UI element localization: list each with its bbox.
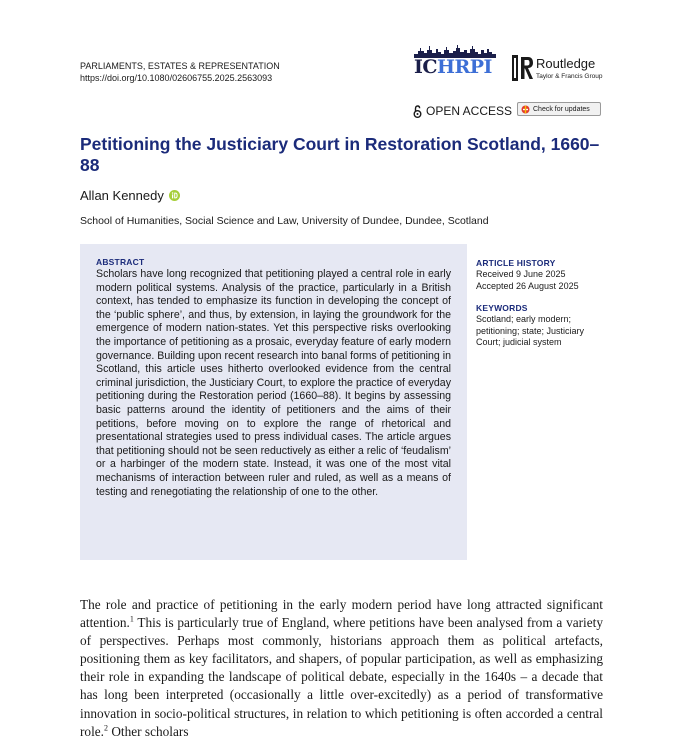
body-text-2: This is particularly true of England, where petitions have been analysed from a variety of perspectives. Perhaps most commonly, historians approach them as political artefacts, positioning them as key facilitators, and shapers, of popular participation, as well as emphasizing their role in expanding the landscape of political debate, especially in the 1640s – a decade that has long been interpreted (occasionally a little over-excitedly) as a period of transformative innovation in socio-political structures, in relation to which petitioning is often accorded a central role.: [80, 615, 603, 739]
open-access-label: OPEN ACCESS: [426, 104, 513, 118]
open-lock-icon: [413, 105, 422, 118]
keywords-list: Scotland; early modern; petitioning; state; Justiciary Court; judicial system: [476, 314, 585, 347]
history-heading: ARTICLE HISTORY: [476, 258, 556, 268]
crossmark-icon: [521, 105, 530, 114]
abstract-heading: ABSTRACT: [96, 257, 145, 267]
journal-name: PARLIAMENTS, ESTATES & REPRESENTATION: [80, 61, 280, 71]
publisher-name: Routledge: [536, 56, 596, 71]
body-paragraph: [80, 596, 603, 741]
body-text-1: The role and practice of petitioning in the early modern period have long attracted significant attention.: [80, 597, 603, 631]
received-date: Received 9 June 2025: [476, 269, 566, 279]
ichrpi-wordmark: [414, 56, 492, 78]
journal-header: [80, 60, 280, 84]
article-sidebar: [476, 258, 608, 349]
accepted-date: Accepted 26 August 2025: [476, 280, 579, 291]
taylor-francis-icon: [512, 55, 518, 81]
check-updates-button[interactable]: [517, 102, 601, 116]
routledge-r-icon: [520, 55, 534, 81]
doi-link[interactable]: https://doi.org/10.1080/02606755.2025.2563093: [80, 73, 273, 83]
body-text-3: Other scholars: [108, 723, 189, 739]
check-updates-label: Check for updates: [533, 105, 590, 113]
routledge-logo[interactable]: [512, 55, 612, 85]
footnote-ref-1[interactable]: 1: [129, 614, 134, 624]
author-line: [80, 187, 180, 203]
footnote-ref-2[interactable]: 2: [104, 723, 108, 733]
abstract-text: Scholars have long recognized that petitioning played a central role in early modern political systems. Analysis of the practice, particularly in a British context, has tended to emphasize its function in developing the concept of the ‘public sphere’, and thus, by extension, in laying the groundwork for the emergence of modern nation-states. Yet this perspective risks overlooking the importance of petitioning as a prosaic, everyday feature of early modern governance. Building upon recent research into banal forms of petitioning in Scotland, this article uses hitherto overlooked evidence from the central criminal jurisdiction, the Justiciary Court, to explore the practice of everyday petitioning during the Restoration period (1660–88). It begins by assessing basic patterns around the identity of petitioners and the aims of their petitions, before moving on to explore the range of rhetorical and presentational strategies used to press individual cases. The article argues that petitioning should not be seen reductively as either a relic of ‘feudalism’ or a harbinger of the modern state. Instead, it was one of the most vital mechanisms of interaction between ruler and ruled, as well as a means of testing and renegotiating the relationship of one to the other.: [96, 268, 451, 498]
author-name[interactable]: Allan Kennedy: [80, 187, 164, 203]
orcid-icon[interactable]: [169, 190, 180, 201]
keywords-heading: KEYWORDS: [476, 303, 528, 313]
ichrpi-logo[interactable]: [414, 44, 496, 78]
abstract-box: [80, 244, 467, 560]
open-access-badge: [413, 104, 512, 118]
article-title: Petitioning the Justiciary Court in Restoration Scotland, 1660–88: [80, 134, 600, 175]
publisher-subtitle: Taylor & Francis Group: [536, 73, 603, 80]
affiliation: School of Humanities, Social Science and Law, University of Dundee, Dundee, Scotland: [80, 215, 489, 227]
ichrpi-text: ICHRPI: [414, 56, 492, 78]
